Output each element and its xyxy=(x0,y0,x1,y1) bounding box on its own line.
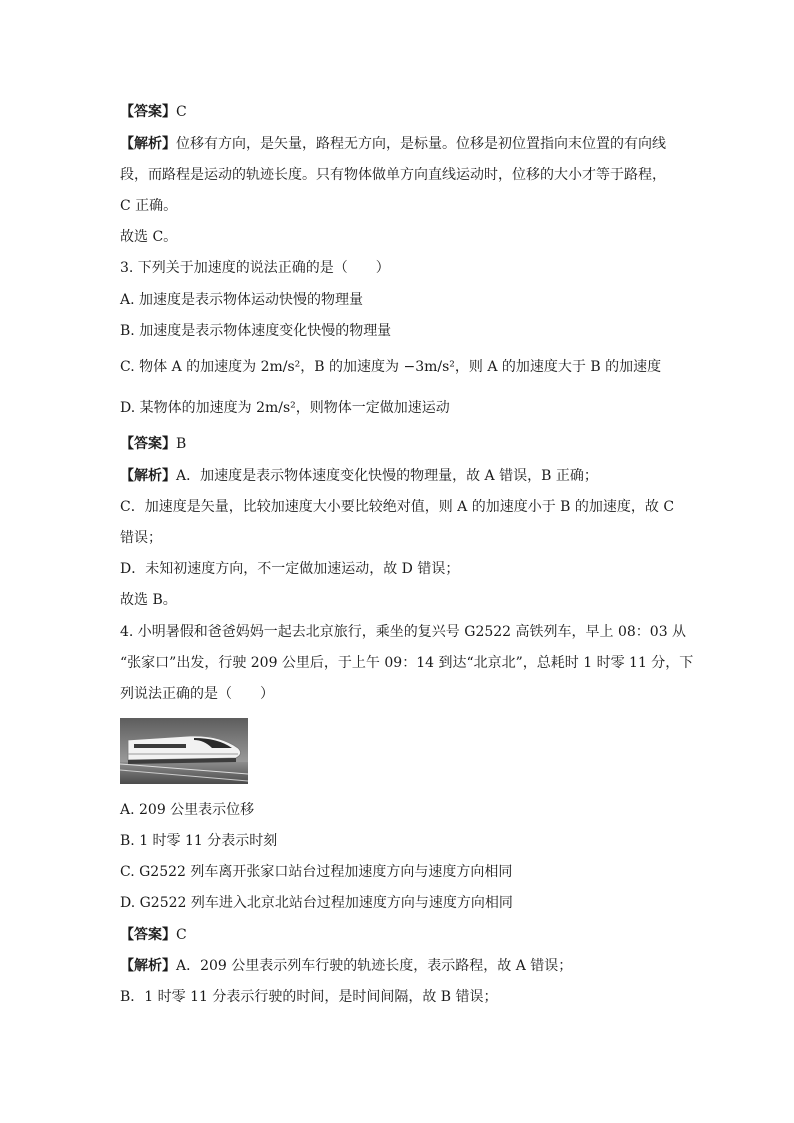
analysis-label: 【解析】 xyxy=(120,958,176,974)
q3-conclusion: 故选 B。 xyxy=(120,592,177,608)
answer-label: 【答案】 xyxy=(120,104,176,120)
q3-stem: 3. 下列关于加速度的说法正确的是（ ） xyxy=(120,260,390,276)
q2-conclusion: 故选 C。 xyxy=(120,229,178,245)
q4-analysis-line-2: B．1 时零 11 分表示行驶的时间，是时间间隔，故 B 错误； xyxy=(120,989,498,1005)
q3-option-a: A. 加速度是表示物体运动快慢的物理量 xyxy=(120,292,364,308)
q4-option-b: B. 1 时零 11 分表示时刻 xyxy=(120,833,278,849)
q4-stem-line-2: “张家口”出发，行驶 209 公里后，于上午 09：14 到达“北京北”，总耗时 1 时零 11 分，下 xyxy=(120,655,694,671)
answer-label: 【答案】 xyxy=(120,927,176,943)
train-photo xyxy=(120,718,248,784)
q3-analysis-line-2: C．加速度是矢量，比较加速度大小要比较绝对值，则 A 的加速度小于 B 的加速度，故 C xyxy=(120,499,675,515)
q2-answer xyxy=(120,102,674,122)
q3-option-c: C. 物体 A 的加速度为 2m/s²，B 的加速度为 −3m/s²，则 A 的加速度大于 B 的加速度 xyxy=(120,359,662,375)
answer-label: 【答案】 xyxy=(120,436,176,452)
q3-analysis-line-1 xyxy=(120,466,674,486)
q4-option-d: D. G2522 列车进入北京北站台过程加速度方向与速度方向相同 xyxy=(120,895,513,911)
q4-option-a: A. 209 公里表示位移 xyxy=(120,802,255,818)
q4-option-c: C. G2522 列车离开张家口站台过程加速度方向与速度方向相同 xyxy=(120,864,513,880)
q4-analysis-line-1 xyxy=(120,956,674,976)
answer-text: C xyxy=(176,104,187,120)
q2-analysis-line-1 xyxy=(120,134,674,154)
q4-stem-line-3: 列说法正确的是（ ） xyxy=(120,686,274,702)
q2-analysis-line-3: C 正确。 xyxy=(120,198,178,214)
answer-text: C xyxy=(176,927,187,943)
q3-answer xyxy=(120,434,674,454)
analysis-text: A．209 公里表示列车行驶的轨迹长度，表示路程，故 A 错误； xyxy=(176,958,573,974)
q2-analysis-line-2: 段，而路程是运动的轨迹长度。只有物体做单方向直线运动时，位移的大小才等于路程， xyxy=(120,167,666,183)
q3-option-d: D. 某物体的加速度为 2m/s²，则物体一定做加速运动 xyxy=(120,400,450,416)
q3-analysis-line-4: D．未知初速度方向，不一定做加速运动，故 D 错误； xyxy=(120,561,460,577)
q4-answer xyxy=(120,925,674,945)
answer-text: B xyxy=(176,436,187,452)
analysis-text: A．加速度是表示物体速度变化快慢的物理量，故 A 错误，B 正确； xyxy=(176,468,598,484)
q3-option-b: B. 加速度是表示物体速度变化快慢的物理量 xyxy=(120,323,392,339)
q3-analysis-line-3: 错误； xyxy=(120,530,162,546)
analysis-label: 【解析】 xyxy=(120,136,176,152)
analysis-text: 位移有方向，是矢量，路程无方向，是标量。位移是初位置指向末位置的有向线 xyxy=(176,136,666,152)
analysis-label: 【解析】 xyxy=(120,468,176,484)
q4-stem-line-1: 4. 小明暑假和爸爸妈妈一起去北京旅行，乘坐的复兴号 G2522 高铁列车，早上 08：03 从 xyxy=(120,624,687,640)
